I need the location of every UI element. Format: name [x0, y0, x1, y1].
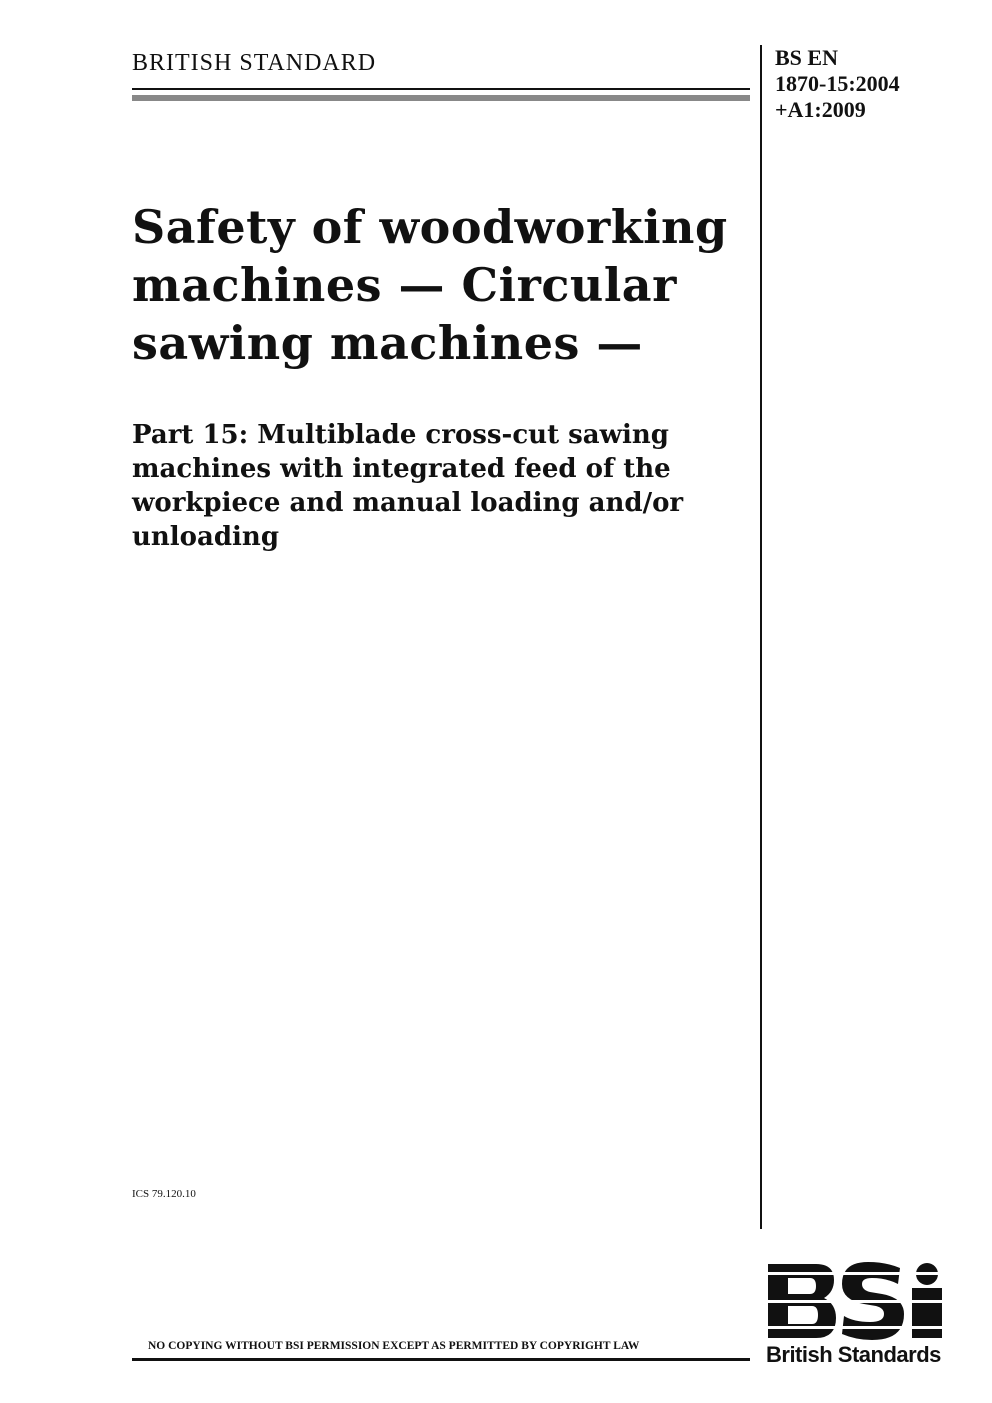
part-title-line: unloading: [132, 522, 280, 552]
main-title-line: Safety of woodworking: [132, 200, 728, 254]
ics-code: ICS 79.120.10: [132, 1188, 196, 1200]
part-title-line: machines with integrated feed of the: [132, 454, 671, 484]
part-title: [132, 418, 752, 554]
header-rule-thick: [132, 95, 750, 101]
main-title: [132, 198, 752, 372]
standard-number-line: +A1:2009: [775, 97, 866, 122]
standard-number: [775, 45, 900, 123]
standard-number-line: BS EN: [775, 45, 838, 70]
main-title-line: machines — Circular: [132, 258, 677, 312]
standard-number-line: 1870-15:2004: [775, 71, 900, 96]
footer-rule: [132, 1358, 750, 1361]
series-label: BRITISH STANDARD: [132, 50, 377, 76]
part-title-line: workpiece and manual loading and/or: [132, 488, 684, 518]
header-rule-thin: [132, 88, 750, 90]
bsi-wordmark: British Standards: [766, 1342, 941, 1367]
copyright-notice: NO COPYING WITHOUT BSI PERMISSION EXCEPT AS PERMITTED BY COPYRIGHT LAW: [148, 1340, 640, 1352]
main-title-line: sawing machines —: [132, 316, 643, 370]
part-title-line: Part 15: Multiblade cross-cut sawing: [132, 420, 669, 450]
vertical-divider: [760, 45, 762, 1229]
